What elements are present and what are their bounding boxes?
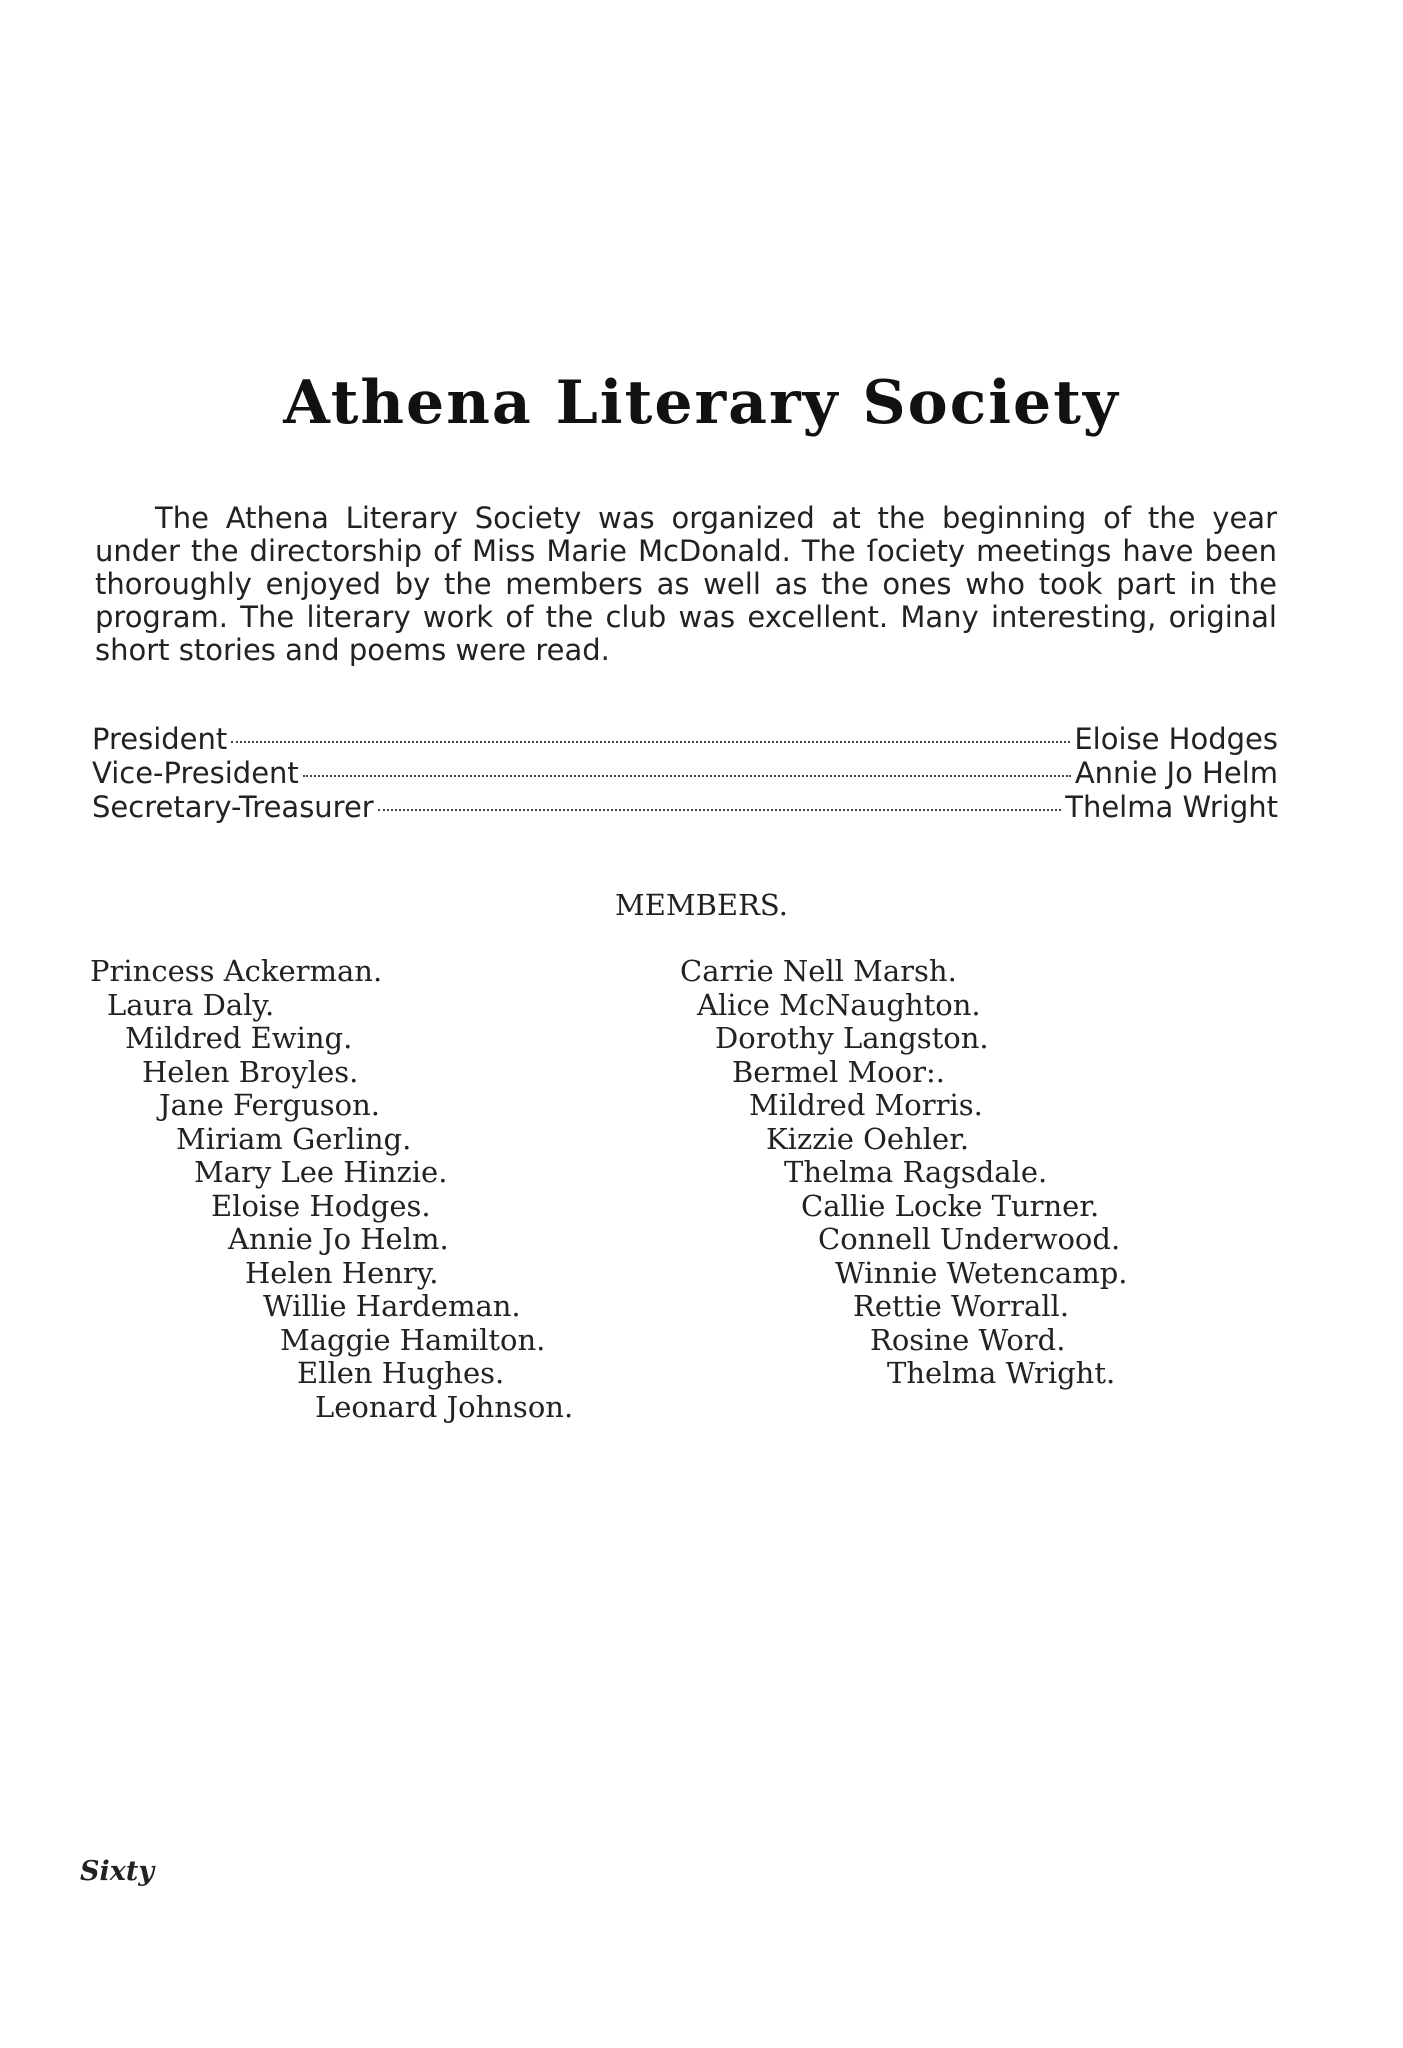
member-name: Callie Locke Turner.	[801, 1188, 1100, 1223]
officer-role: Secretary-Treasurer	[92, 790, 374, 824]
member-name: Kizzie Oehler.	[766, 1121, 970, 1156]
member-name: Helen Henry.	[245, 1255, 439, 1290]
officer-name: Eloise Hodges	[1074, 722, 1278, 756]
member-name: Maggie Hamilton.	[280, 1322, 546, 1357]
member-name: Eloise Hodges.	[211, 1188, 431, 1223]
member-name: Princess Ackerman.	[90, 954, 383, 988]
member-name: Mary Lee Hinzie.	[194, 1155, 448, 1189]
intro-paragraph: The Athena Literary Society was organized at the beginning of the year under the directorship of Miss Marie McDonald. The ſociety meetings have been thoroughly enjoyed by the members as well as the ones who took part in the program. The literary work of the club was excellent. Many interesting, original short stories and poems were read.	[95, 501, 1277, 667]
members-heading: MEMBERS.	[615, 888, 788, 922]
member-name: Helen Broyles.	[142, 1054, 359, 1089]
member-name: Rosine Word.	[870, 1322, 1066, 1357]
member-name: Thelma Ragsdale.	[784, 1155, 1048, 1189]
member-name: Mildred Morris.	[749, 1088, 983, 1122]
officers-list	[92, 722, 1278, 824]
member-name: Winnie Wetencamp.	[835, 1255, 1128, 1290]
officer-role: Vice-President	[92, 756, 299, 790]
officer-name: Thelma Wright	[1065, 790, 1278, 824]
member-name: Jane Ferguson.	[159, 1088, 381, 1122]
page-number: Sixty	[80, 1856, 155, 1887]
dot-leader	[303, 775, 1071, 777]
officer-row-vice-president	[92, 756, 1278, 790]
member-name: Dorothy Langston.	[715, 1021, 989, 1055]
member-name: Bermel Moor:.	[732, 1054, 945, 1089]
page-title: Athena Literary Society	[283, 368, 1120, 438]
dot-leader	[378, 809, 1062, 811]
officer-role: President	[92, 722, 228, 756]
member-name: Willie Hardeman.	[263, 1289, 521, 1323]
dot-leader	[231, 741, 1070, 743]
member-name: Miriam Gerling.	[176, 1121, 412, 1156]
member-name: Mildred Ewing.	[125, 1021, 353, 1055]
members-column-left	[90, 955, 573, 1424]
members-column-right	[680, 955, 1128, 1391]
officer-name: Annie Jo Helm	[1074, 756, 1278, 790]
member-name: Alice McNaughton.	[697, 987, 981, 1022]
member-name: Thelma Wright.	[887, 1356, 1116, 1390]
member-name: Annie Jo Helm.	[228, 1222, 449, 1256]
member-name: Rettie Worrall.	[853, 1289, 1070, 1323]
member-name: Ellen Hughes.	[297, 1356, 505, 1390]
member-name: Connell Underwood.	[818, 1222, 1121, 1256]
member-name: Carrie Nell Marsh.	[680, 954, 957, 988]
member-name: Leonard Johnson.	[315, 1389, 574, 1424]
officer-row-secretary-treasurer	[92, 790, 1278, 824]
member-name: Laura Daly.	[107, 987, 275, 1022]
officer-row-president	[92, 722, 1278, 756]
